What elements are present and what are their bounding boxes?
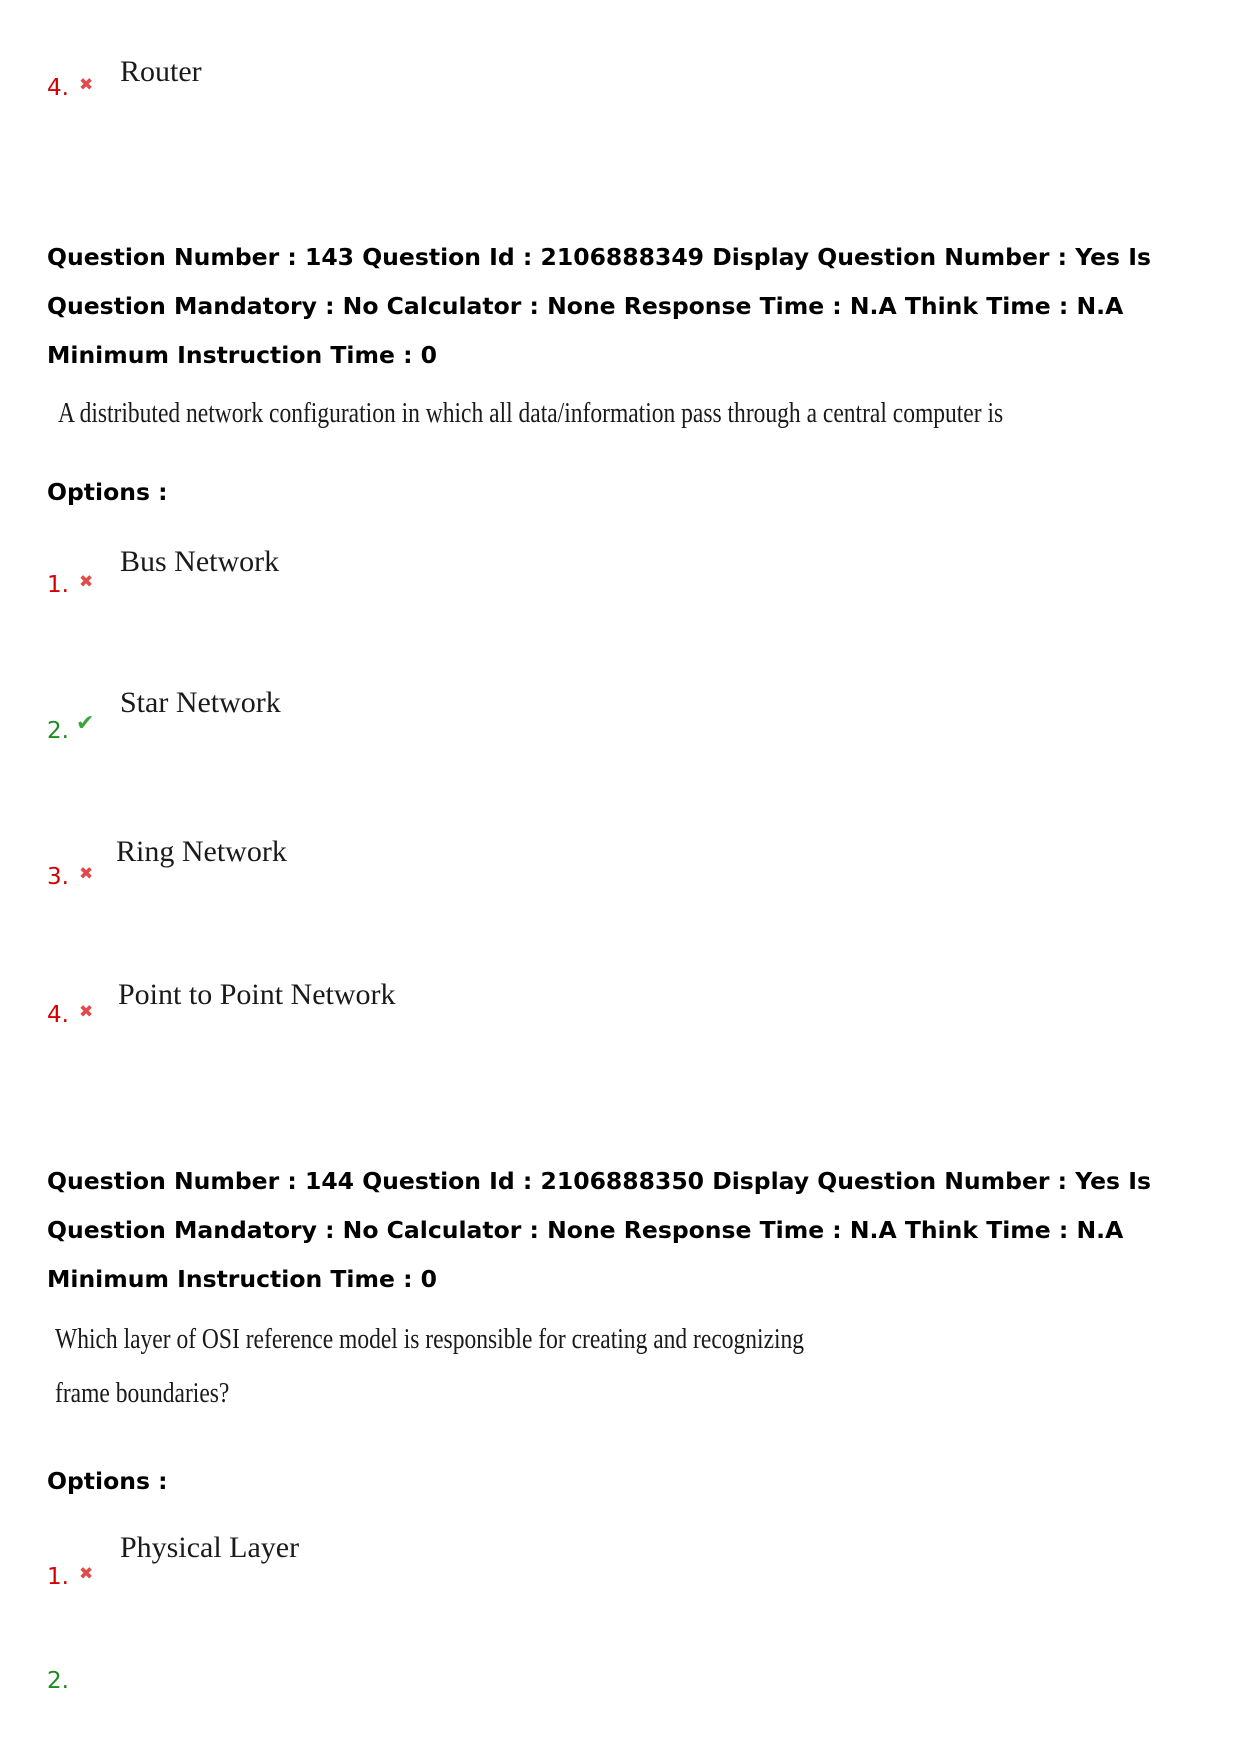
option-number: 4. [47, 75, 69, 101]
cross-mark-icon: ✖ [79, 1002, 94, 1022]
check-mark-icon: ✔ [76, 711, 95, 736]
question-text-line: Which layer of OSI reference model is responsible for creating and recognizing [55, 1324, 805, 1355]
option-number: 1. [47, 572, 69, 598]
option-text: Point to Point Network [118, 978, 396, 1011]
option-number: 2. [47, 718, 69, 744]
cross-mark-icon: ✖ [79, 75, 94, 95]
option-text: Ring Network [116, 835, 287, 868]
options-label: Options : [47, 1467, 168, 1495]
options-label: Options : [47, 478, 168, 506]
question-text-line: frame boundaries? [55, 1378, 230, 1409]
option-number: 4. [47, 1002, 69, 1028]
question-meta: Question Number : 144 Question Id : 2106888350 Display Question Number : Yes Is Question Mandatory : No Calculator : None Response Time : N.A Think Time : N.A Minimum Instruction Time : 0 [47, 1167, 1151, 1293]
option-number: 2. [47, 1668, 69, 1694]
option-text: Bus Network [120, 545, 280, 578]
question-text: A distributed network configuration in which all data/information pass through a central computer is [58, 398, 1004, 429]
option-text: Physical Layer [120, 1531, 300, 1564]
cross-mark-icon: ✖ [79, 1564, 94, 1584]
option-number: 1. [47, 1564, 69, 1590]
cross-mark-icon: ✖ [79, 864, 94, 884]
option-text: Router [120, 55, 202, 88]
option-text: Star Network [120, 686, 281, 719]
option-number: 3. [47, 864, 69, 890]
question-meta: Question Number : 143 Question Id : 2106888349 Display Question Number : Yes Is Question Mandatory : No Calculator : None Response Time : N.A Think Time : N.A Minimum Instruction Time : 0 [47, 243, 1151, 369]
cross-mark-icon: ✖ [79, 572, 94, 592]
